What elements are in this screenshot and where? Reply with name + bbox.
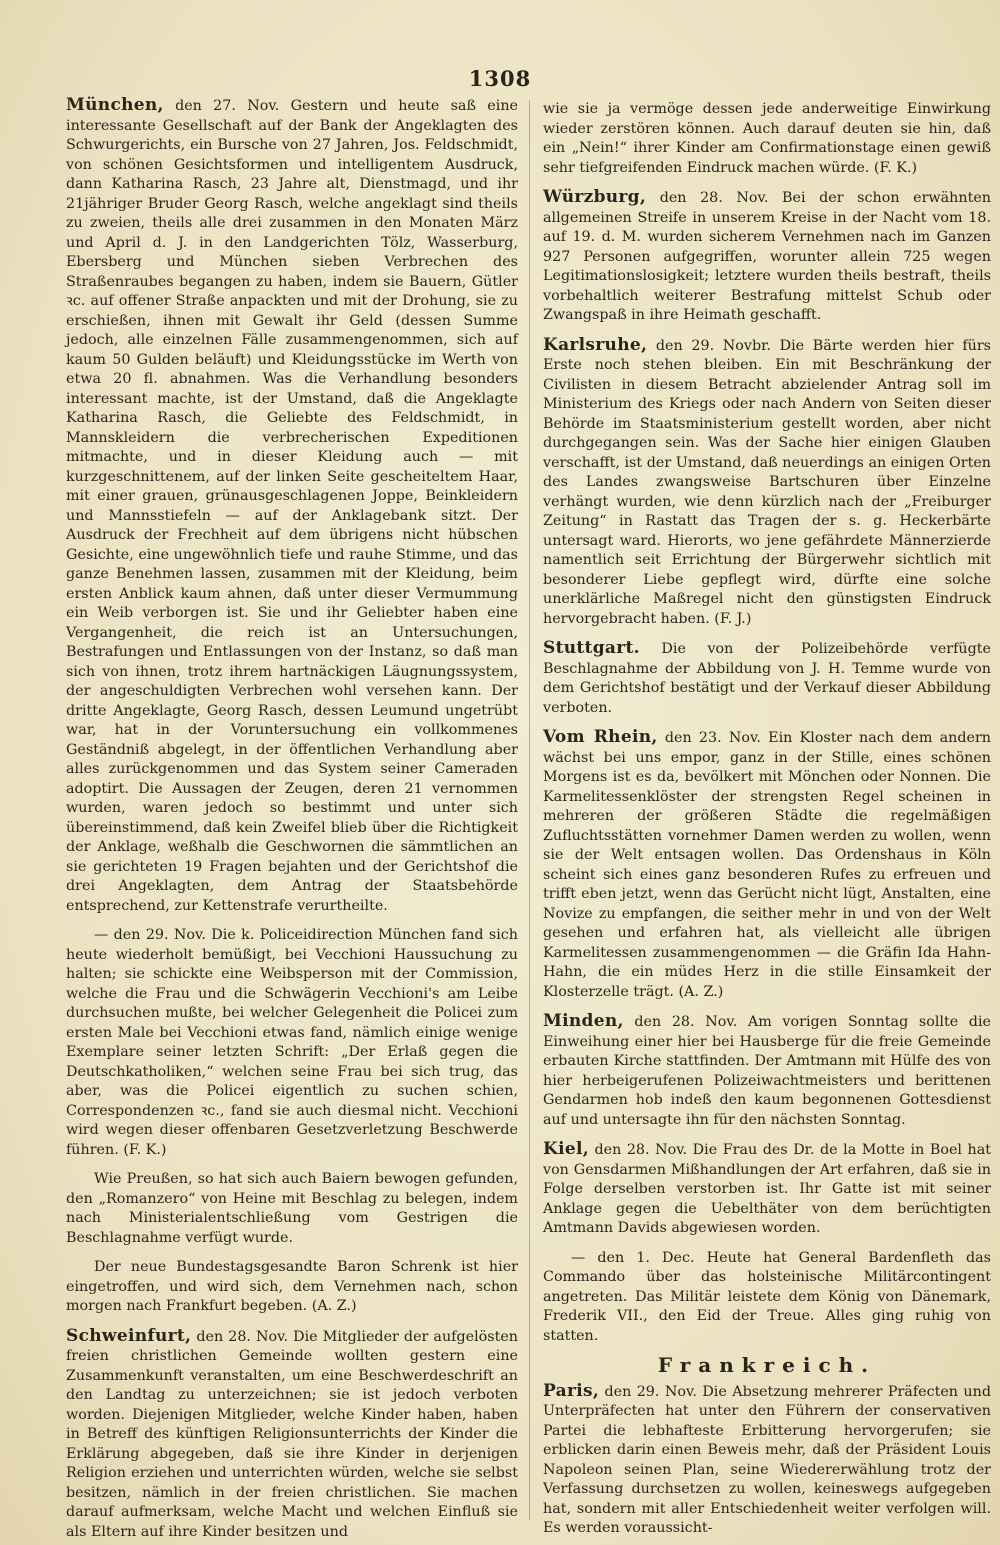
section-heading-frankreich: Frankreich.	[657, 1353, 877, 1377]
article-text: den 28. Nov. Die Mitglieder der aufgelösten freien christlichen Gemeinde wollten gestern eine Zusammenkunft veranstalten, um eine Beschwerdeschrift an den Landtag zu unterzeichnen; sie ist jedoch verboten worden. Diejenigen Mitglieder, welche Kinder haben, haben in Betreff des künftigen Religionsunterrichts der Kinder die Erklärung abgegeben, daß sie ihre Kinder in derjenigen Religion erziehen und unterrichten würden, welche sie selbst besitzen, nämlich in der freien christlichen. Sie machen darauf aufmerksam, welche Macht und welchen Einfluß sie als Eltern auf ihre Kinder besitzen und	[66, 1328, 519, 1540]
article-wuerzburg	[543, 188, 991, 326]
article-text: den 28. Nov. Die Frau des Dr. de la Motte in Boel hat von Gensdarmen Mißhandlungen der Art erfahren, daß sie in Folge derselben verstorben ist. Ihr Gatte ist mit seiner Anklage gegen die Uebelthäter von dem berüchtigten Amtmann Davids abgewiesen worden.	[543, 1142, 992, 1236]
article-vom-rhein	[543, 728, 991, 1002]
page-number: 1308	[468, 66, 532, 91]
article-paris	[543, 1382, 991, 1539]
article-stuttgart	[543, 639, 991, 718]
article-place: Minden,	[543, 1011, 624, 1031]
article-text: den 27. Nov. Gestern und heute saß eine interessante Gesellschaft auf der Bank der Angeklagten des Schwurgerichts, ein Bursche von 27 Jahren, Jos. Feldschmidt, von schönen Gesichtsformen und intelligentem Ausdruck, dann Katharina Rasch, 23 Jahre alt, Dienstmagd, und ihr 21jähriger Bruder Georg Rasch, welche angeklagt sind theils zu zweien, theils alle drei zusammen in den Monaten März und April d. J. in den Landgerichten Tölz, Wasserburg, Ebersberg und München sieben Verbrechen des Straßenraubes begangen zu haben, indem sie Bauern, Gütler ꝛc. auf offener Straße anpackten und mit der Drohung, sie zu erschießen, ihnen mit Gewalt ihr Geld (dessen Summe jedoch, alle einzelnen Fälle zusammengenommen, sich auf kaum 50 Gulden beläuft) und Kleidungsstücke im Werth von etwa 20 fl. abnahmen. Was die Verhandlung besonders interessant machte, ist der Umstand, daß die Angeklagte Katharina Rasch, die Geliebte des Feldschmidt, in Mannskleidern die verbrecherischen Expeditionen mitmachte, und in dieser Kleidung auch — mit kurzgeschnittenem, auf der linken Seite gescheiteltem Haar, mit einer grauen, grünausgeschlagenen Joppe, Beinkleidern und Mannsstiefeln — auf der Anklagebank sitzt. Der Ausdruck der Frechheit auf dem übrigens nicht hübschen Gesichte, eine ungewöhnlich tiefe und rauhe Stimme, und das ganze Benehmen lassen, zusammen mit der Kleidung, beim ersten Anblick kaum ahnen, daß unter dieser Vermummung ein Weib verborgen ist. Sie und ihr Geliebter haben eine Vergangenheit, die reich ist an Untersuchungen, Bestrafungen und Entlassungen von der Instanz, so daß man sich von ihnen, trotz ihrem hartnäckigen Läugnungssystem, der angeschuldigten Verbrechen wohl versehen kann. Der dritte Angeklagte, Georg Rasch, dessen Leumund ungetrübt war, hat in der Voruntersuchung ein vollkommenes Geständniß abgelegt, in der öffentlichen Verhandlung aber alles zurückgenommen und das System seiner Cameraden adoptirt. Die Aussagen der Zeugen, deren 21 vernommen wurden, waren jedoch so bestimmt und unter sich übereinstimmend, daß kein Zweifel blieb über die Richtigkeit der Anklage, weßhalb die Geschwornen die sämmtlichen an sie gerichteten 19 Fragen bejahten und der Gerichtshof die drei Angeklagten, dem Antrag der Staatsbehörde entsprechend, zur Kettenstrafe verurtheilte.	[66, 98, 518, 914]
article-text: — den 29. Nov. Die k. Policeidirection München fand sich heute wiederholt bemüßigt, bei Vecchioni Haussuchung zu halten; sie schickte eine Weibsperson mit der Commission, welche die Frau und die Schwägerin Vecchioni's am Leibe durchsuchen mußte, bei welcher Gelegenheit die Policei zum ersten Male bei Vecchioni etwas fand, nämlich einige wenige Exemplare seiner letzten Schrift: „Der Erlaß gegen die Deutschkatholiken,“ welchen seine Frau bei sich trug, das aber, was die Policei eigentlich zu suchen schien, Correspondenzen ꝛc., fand sie auch diesmal nicht. Vecchioni wird wegen dieser offenbaren Gesetzverletzung Beschwerde führen.	[66, 927, 518, 1158]
article-place: Schweinfurt,	[66, 1325, 192, 1346]
article-romanzero	[66, 1170, 518, 1248]
article-signature: (A. Z.)	[678, 983, 724, 1000]
article-signature: (F. K.)	[873, 159, 918, 176]
article-text: den 23. Nov. Ein Kloster nach dem andern wächst bei uns empor, ganz in der Stille, eines schönen Morgens ist es da, bevölkert mit Mönchen oder Nonnen. Die Karmelitessenklöster der strengsten Regel scheinen in mehreren der größeren Städte die regelmäßigen Zufluchtsstätten vornehmer Damen werden zu wollen, wenn sie der Welt entsagen wollen. Das Ordenshaus in Köln scheint sich eines ganz besonderen Rufes zu erfreuen und trifft eben jetzt, wenn das Gerücht nicht lügt, Anstalten, eine Novize zu empfangen, die seither mehr in und von der Welt gesehen und erfahren hat, als vielleicht alle übrigen Karmelitessen zusammengenommen — die Gräfin Ida Hahn-Hahn, die ein müdes Herz in die stille Einsamkeit der Klosterzelle trägt.	[543, 730, 992, 1000]
article-place: Würzburg,	[543, 187, 647, 207]
article-signature: (A. Z.)	[311, 1298, 357, 1314]
article-kiel-dec	[543, 1249, 991, 1347]
article-text: — den 1. Dec. Heute hat General Bardenfleth das Commando über das holsteinische Militärcontingent angetreten. Das Militär leistete dem König von Dänemark, Frederik VII., den Eid der Treue. Alles ging ruhig von statten.	[543, 1249, 991, 1344]
article-muenchen	[66, 96, 518, 916]
article-karlsruhe	[543, 336, 991, 630]
article-place: Karlsruhe,	[543, 334, 648, 355]
article-schweinfurt	[66, 1327, 518, 1543]
left-column	[66, 95, 519, 1540]
article-schweinfurt-cont	[543, 100, 991, 178]
article-minden	[543, 1012, 991, 1130]
article-signature: (F. K.)	[123, 1141, 167, 1158]
column-divider	[529, 100, 530, 1520]
article-bundestagsgesandte	[66, 1258, 518, 1317]
article-text: den 28. Nov. Am vorigen Sonntag sollte die Einweihung einer hier bei Hausberge für die freie Gemeinde erbauten Kirche stattfinden. Der Amtmann mit Hülfe des von hier herbeigerufenen Polizeiwachtmeisters und berittenen Gendarmen hob indeß den kaum begonnenen Gottesdienst auf und untersagte ihn für den nächsten Sonntag.	[543, 1014, 991, 1128]
article-text: Wie Preußen, so hat sich auch Baiern bewogen gefunden, den „Romanzero“ von Heine mit Beschlag zu belegen, indem nach Ministerialentschließung vom Gestrigen die Beschlagnahme verfügt wurde.	[66, 1171, 518, 1246]
article-text: Die von der Polizeibehörde verfügte Beschlagnahme der Abbildung von J. H. Temme wurde von dem Gerichtshof bestätigt und der Verkauf dieser Abbildung verboten.	[543, 641, 991, 716]
article-place: Vom Rhein,	[543, 727, 658, 747]
article-muenchen-policei	[66, 926, 518, 1160]
right-column	[543, 100, 992, 1536]
article-place: München,	[66, 95, 164, 115]
article-place: Paris,	[543, 1380, 600, 1401]
article-text: wie sie ja vermöge dessen jede anderweitige Einwirkung wieder zerstören können. Auch darauf deuten sie hin, daß ein „Nein!“ ihrer Kinder am Confirmationstage einen gewiß sehr tiefgreifenden Eindruck machen würde.	[543, 101, 991, 176]
article-place: Stuttgart.	[543, 638, 640, 658]
article-signature: (F. J.)	[714, 610, 752, 627]
article-place: Kiel,	[543, 1139, 589, 1159]
article-kiel	[543, 1140, 991, 1239]
article-text: den 29. Novbr. Die Bärte werden hier fürs Erste noch stehen bleiben. Ein mit Beschränkung der Civilisten in diesem Betracht abzielender Antrag soll im Ministerium des Kriegs oder nach Andern von Seiten dieser Behörde im Staatsministerium gestellt worden, aber nicht durchgegangen sein. Was der Sache hier einigen Glauben verschafft, ist der Umstand, daß neuerdings an einigen Orten des Landes zwangsweise Bartschuren über Einzelne verhängt wurden, wie denn kürzlich nach der „Freiburger Zeitung“ in Rastatt das Tragen der s. g. Heckerbärte untersagt ward. Hierorts, wo jene gefährdete Männerzierde namentlich seit Errichtung der Bürgerwehr sichtlich mit besonderer Liebe gepflegt wird, dürfte eine solche unerklärliche Maßregel nicht den günstigsten Eindruck hervorgebracht haben.	[543, 337, 991, 627]
article-text: den 28. Nov. Bei der schon erwähnten allgemeinen Streife in unserem Kreise in der Nacht vom 18. auf 19. d. M. wurden sicherem Vernehmen nach im Ganzen 927 Personen aufgegriffen, worunter allein 725 wegen Legitimationslosigkeit; letztere wurden theils bestraft, theils vorbehaltlich weiterer Bestrafung mittelst Schub oder Zwangspaß in ihre Heimath geschafft.	[543, 190, 992, 323]
article-text: Der neue Bundestagsgesandte Baron Schrenk ist hier eingetroffen, und wird sich, dem Vernehmen nach, schon morgen nach Frankfurt begeben.	[66, 1259, 518, 1314]
article-text: den 29. Nov. Die Absetzung mehrerer Präfecten und Unterpräfecten hat unter den Führern der conservativen Partei die lebhafteste Erbitterung hervorgerufen; sie erblicken darin einen Beweis mehr, daß der Präsident Louis Napoleon seinen Plan, seine Wiedererwählung trotz der Verfassung durchsetzen zu wollen, keineswegs aufgegeben hat, sondern mit aller Entschiedenheit weiter verfolgen will. Es werden voraussicht-	[543, 1383, 991, 1536]
